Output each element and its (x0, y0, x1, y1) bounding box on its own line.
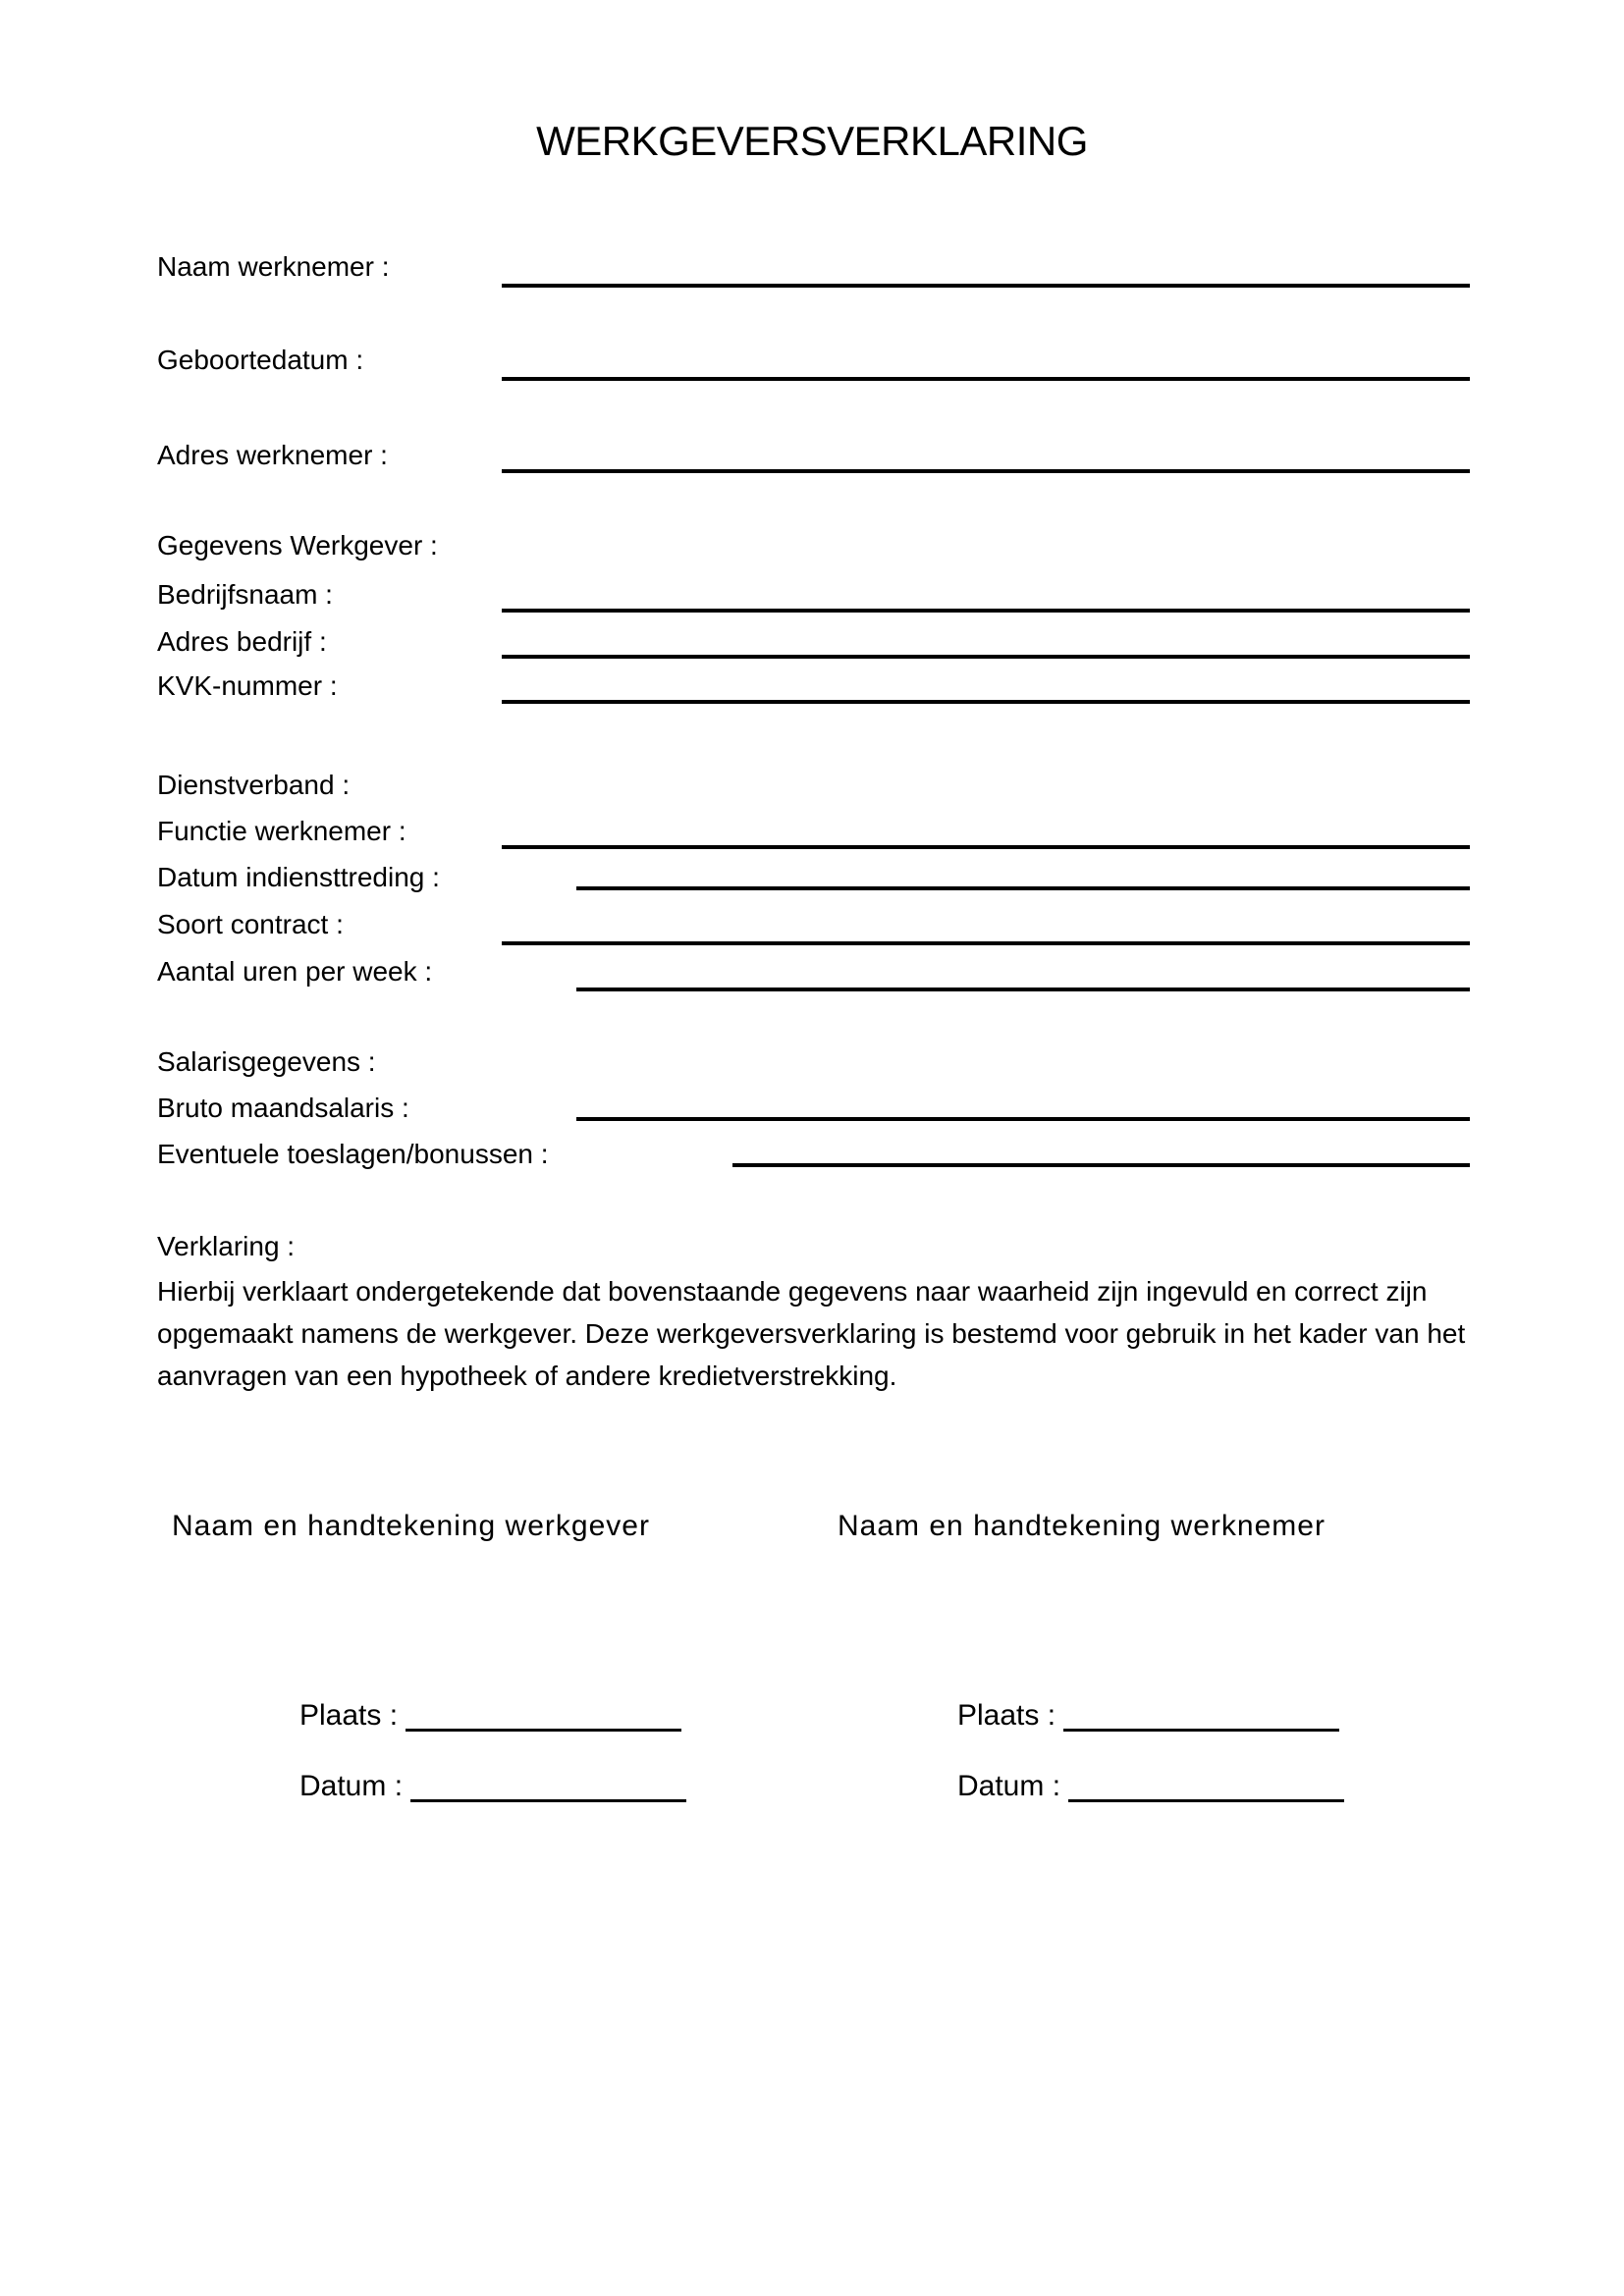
field-label-kvk-nummer: KVK-nummer : (157, 670, 338, 701)
employee-plaats-line[interactable] (1063, 1699, 1339, 1732)
verklaring-line-2: opgemaakt namens de werkgever. Deze werkgeversverklaring is bestemd voor gebruik in het kader van het (157, 1318, 1466, 1349)
signature-heading-employer: Naam en handtekening werkgever (172, 1510, 650, 1542)
employer-datum-row (299, 1770, 686, 1802)
section-heading-werkgever: Gegevens Werkgever : (157, 530, 438, 561)
field-label-soort-contract: Soort contract : (157, 909, 344, 939)
field-line-eventuele-toeslagen-bonussen[interactable] (732, 1163, 1470, 1167)
field-line-functie-werknemer[interactable] (502, 845, 1470, 849)
field-label-geboortedatum: Geboortedatum : (157, 345, 364, 375)
verklaring-line-3: aanvragen van een hypotheek of andere kredietverstrekking. (157, 1361, 897, 1391)
section-heading-salaris: Salarisgegevens : (157, 1046, 376, 1077)
field-label-datum-indiensttreding: Datum indiensttreding : (157, 862, 440, 892)
employee-datum-line[interactable] (1068, 1770, 1344, 1802)
field-label-aantal-uren-per-week: Aantal uren per week : (157, 956, 433, 987)
field-line-naam-werknemer[interactable] (502, 284, 1470, 288)
section-heading-dienstverband: Dienstverband : (157, 770, 351, 800)
verklaring-paragraph (157, 1270, 1473, 1397)
employer-plaats-line[interactable] (406, 1699, 681, 1732)
employee-datum-label: Datum : (957, 1770, 1061, 1802)
field-line-geboortedatum[interactable] (502, 377, 1470, 381)
employer-datum-label: Datum : (299, 1770, 404, 1802)
employee-plaats-row (957, 1699, 1339, 1732)
signature-heading-employee: Naam en handtekening werknemer (838, 1510, 1326, 1542)
employee-plaats-label: Plaats : (957, 1699, 1056, 1732)
field-line-adres-werknemer[interactable] (502, 469, 1470, 473)
page-title: WERKGEVERSVERKLARING (536, 118, 1088, 164)
field-line-aantal-uren-per-week[interactable] (576, 988, 1470, 991)
employer-plaats-label: Plaats : (299, 1699, 399, 1732)
field-line-bruto-maandsalaris[interactable] (576, 1117, 1470, 1121)
field-label-bedrijfsnaam: Bedrijfsnaam : (157, 579, 333, 610)
field-line-soort-contract[interactable] (502, 941, 1470, 945)
field-label-adres-werknemer: Adres werknemer : (157, 440, 388, 470)
section-heading-verklaring: Verklaring : (157, 1231, 296, 1261)
employer-plaats-row (299, 1699, 681, 1732)
field-line-kvk-nummer[interactable] (502, 700, 1470, 704)
field-line-datum-indiensttreding[interactable] (576, 886, 1470, 890)
field-label-functie-werknemer: Functie werknemer : (157, 816, 406, 846)
field-label-bruto-maandsalaris: Bruto maandsalaris : (157, 1093, 409, 1123)
field-line-adres-bedrijf[interactable] (502, 655, 1470, 659)
verklaring-line-1: Hierbij verklaart ondergetekende dat bovenstaande gegevens naar waarheid zijn ingevuld en correct zijn (157, 1276, 1428, 1307)
employer-datum-line[interactable] (410, 1770, 686, 1802)
field-label-adres-bedrijf: Adres bedrijf : (157, 626, 327, 657)
field-label-eventuele-toeslagen-bonussen: Eventuele toeslagen/bonussen : (157, 1139, 549, 1169)
field-line-bedrijfsnaam[interactable] (502, 609, 1470, 613)
employee-datum-row (957, 1770, 1344, 1802)
field-label-naam-werknemer: Naam werknemer : (157, 251, 390, 282)
